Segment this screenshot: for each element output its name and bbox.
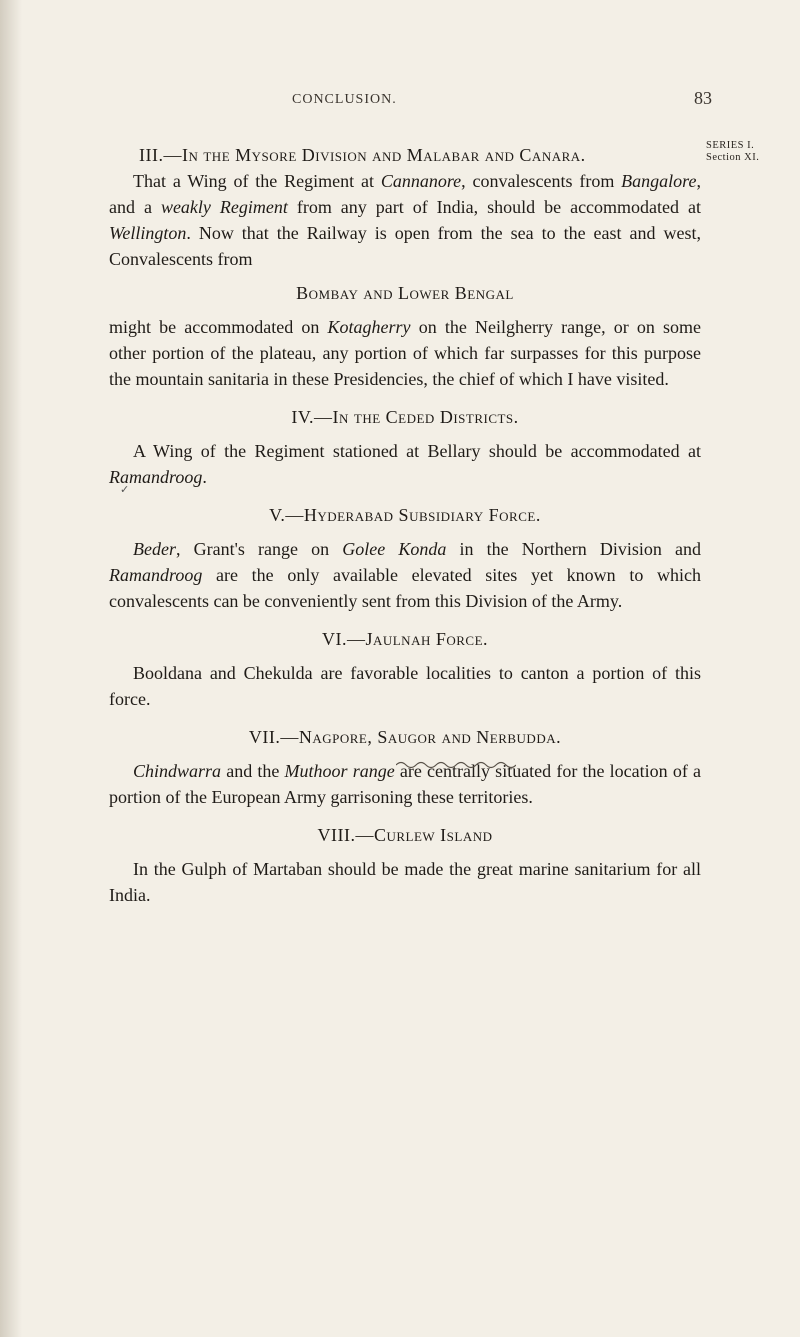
page-number: 83 xyxy=(694,88,712,108)
section-6-heading: VI.—Jaulnah Force. xyxy=(321,629,489,649)
running-head-title: CONCLUSION. xyxy=(292,92,397,107)
section-3-heading: III.—In the Mysore Division and Malabar and Canara. xyxy=(139,145,586,165)
section-8-paragraph: In the Gulph of Martaban should be made the great marine sanitarium for all India. xyxy=(109,859,701,905)
margin-note-section: Section XI. xyxy=(706,152,760,163)
section-7-heading: VII.—Nagpore, Saugor and Nerbudda. xyxy=(248,727,562,747)
section-3-paragraph-2: might be accommodated on Kotagherry on the Neilgherry range, or on some other portion of the plateau, any portion of which far surpasses for this purpose the mountain sanitaria in these Presidencies, the chief of which I have visited. xyxy=(109,317,702,389)
margin-note xyxy=(706,140,796,164)
section-8-heading: VIII.—Curlew Island xyxy=(317,825,493,845)
check-mark-icon: ✓ xyxy=(120,484,130,496)
section-4-heading: IV.—In the Ceded Districts. xyxy=(291,407,519,427)
margin-note-series: SERIES I. xyxy=(706,140,755,151)
wavy-rule-ornament xyxy=(396,760,516,770)
section-7-paragraph: Chindwarra and the Muthoor range are centrally situated for the location of a portion of the European Army garrisoning these territories. xyxy=(109,761,701,807)
section-5-heading: V.—Hyderabad Subsidiary Force. xyxy=(269,505,541,525)
section-6-paragraph: Booldana and Chekulda are favorable localities to canton a portion of this force. xyxy=(109,663,701,709)
running-head xyxy=(0,88,800,114)
section-4-paragraph: A Wing of the Regiment stationed at Bellary should be accommodated at Ramandroog. xyxy=(109,441,701,487)
body-text xyxy=(109,142,701,916)
page-edge-shadow xyxy=(0,0,22,1337)
section-3-subheading: Bombay and Lower Bengal xyxy=(296,283,514,303)
section-3-paragraph-1: That a Wing of the Regiment at Cannanore, convalescents from Bangalore, and a weakly Regiment from any part of India, should be accommodated at Wellington. Now that the Railway is open from the sea to the east and west, Convalescents from xyxy=(109,171,701,269)
section-5-paragraph: Beder, Grant's range on Golee Konda in the Northern Division and Ramandroog are the only available elevated sites yet known to which convalescents can be conveniently sent from this Division of the Army. xyxy=(109,539,701,611)
